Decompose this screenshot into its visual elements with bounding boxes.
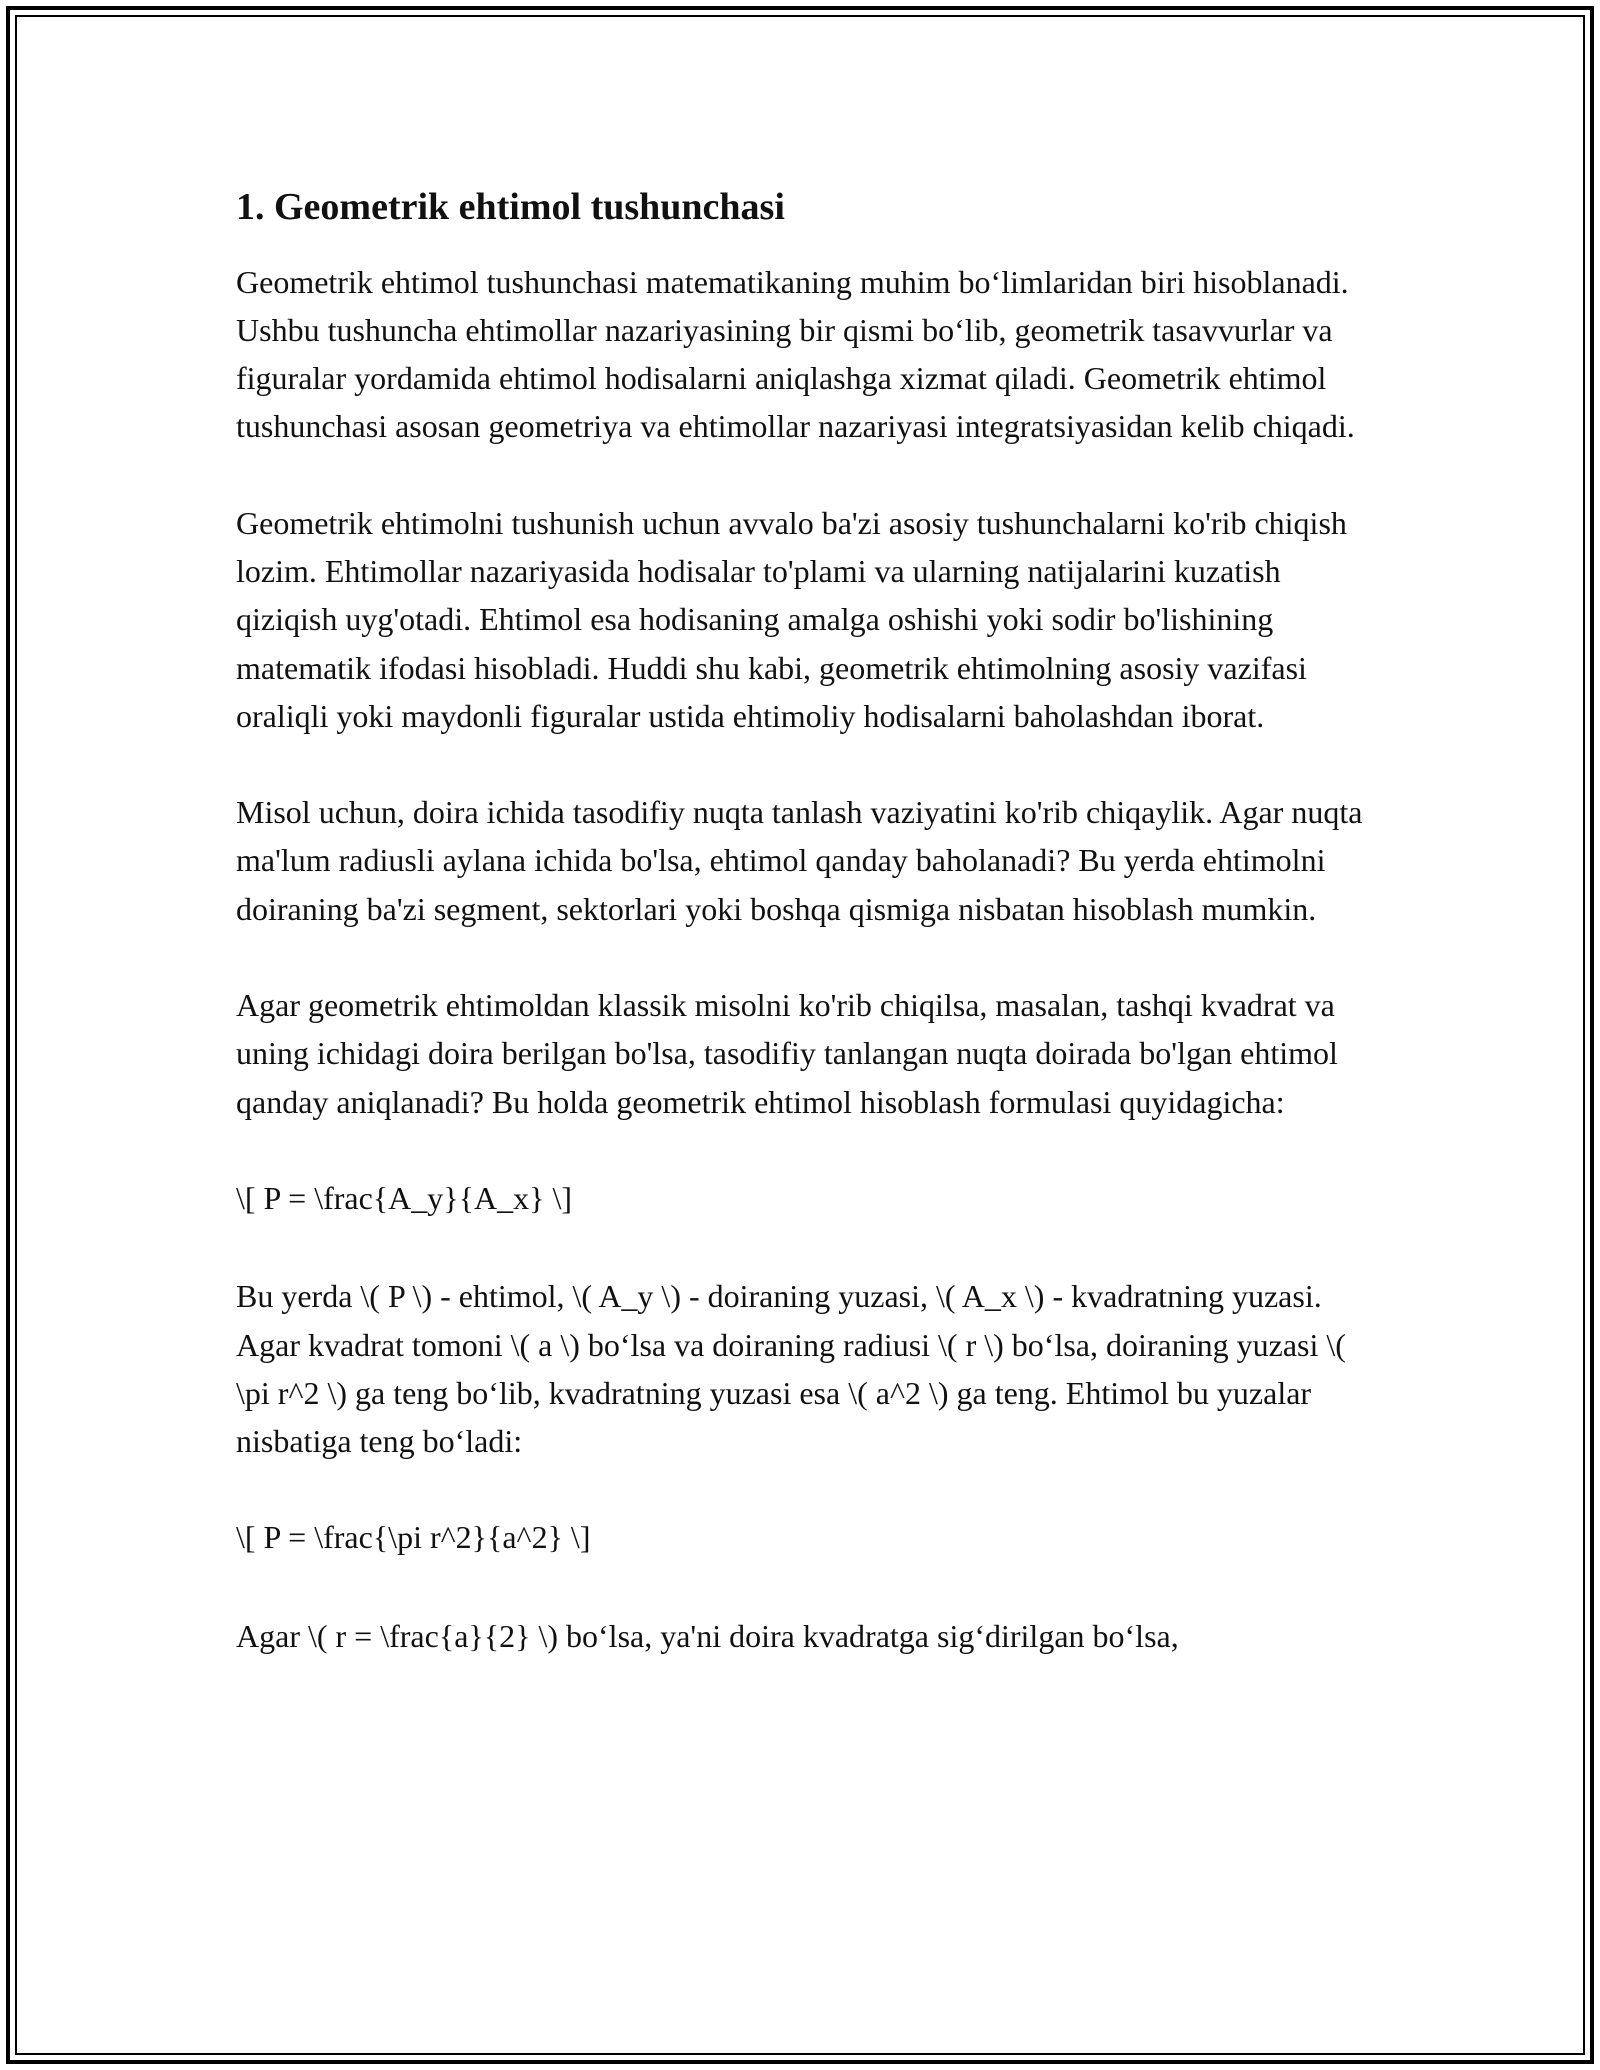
formula-area-ratio: \[ P = \frac{A_y}{A_x} \] [236,1179,573,1216]
paragraph-example-circle: Misol uchun, doira ichida tasodifiy nuqta tanlash vaziyatini ko'rib chiqaylik. Agar nuqta ma'lum radiusli aylana ichida bo'lsa, ehtimol qanday baholanadi? Bu yerda ehtimolni doiraning ba'zi segment, sektorlari yoki boshqa qismiga nisbatan hisoblash mumkin. [236,794,1363,927]
document-body [236,184,1376,1708]
paragraph-classic-example: Agar geometrik ehtimoldan klassik misolni ko'rib chiqilsa, masalan, tashqi kvadrat va uning ichidagi doira berilgan bo'lsa, tasodifiy tanlangan nuqta doirada bo'lgan ehtimol qanday aniqlanadi? Bu holda geometrik ehtimol hisoblash formulasi quyidagicha: [236,987,1338,1120]
section-title: 1. Geometrik ehtimol tushunchasi [236,186,785,228]
paragraph-basics: Geometrik ehtimolni tushunish uchun avvalo ba'zi asosiy tushunchalarni ko'rib chiqish lozim. Ehtimollar nazariyasida hodisalar to'plami va ularning natijalarini kuzatish qiziqish uyg'otadi. Ehtimol esa hodisaning amalga oshishi yoki sodir bo'lishining matematik ifodasi hisobladi. Huddi shu kabi, geometrik ehtimolning asosiy vazifasi oraliqli yoki maydonli figuralar ustida ehtimoliy hodisalarni baholashdan iborat. [236,504,1347,734]
paragraph-formula-explanation: Bu yerda \( P \) - ehtimol, \( A_y \) - doiraning yuzasi, \( A_x \) - kvadratning yuzasi. Agar kvadrat tomoni \( a \) bo‘lsa va doiraning radiusi \( r \) bo‘lsa, doiraning yuzasi \( \pi r^2 \) ga teng bo‘lib, kvadratning yuzasi esa \( a^2 \) ga teng. Ehtimol bu yuzalar nisbatiga teng bo‘ladi: [236,1278,1346,1460]
paragraph-intro: Geometrik ehtimol tushunchasi matematikaning muhim bo‘limlaridan biri hisoblanadi. Ushbu tushuncha ehtimollar nazariyasining bir qismi bo‘lib, geometrik tasavvurlar va figuralar yordamida ehtimol hodisalarni aniqlashga xizmat qiladi. Geometrik ehtimol tushunchasi asosan geometriya va ehtimollar nazariyasi integratsiyasidan kelib chiqadi. [236,263,1355,445]
formula-pi-ratio: \[ P = \frac{\pi r^2}{a^2} \] [236,1519,591,1556]
paragraph-inscribed-circle: Agar \( r = \frac{a}{2} \) bo‘lsa, ya'ni doira kvadratga sig‘dirilgan bo‘lsa, [236,1617,1179,1654]
